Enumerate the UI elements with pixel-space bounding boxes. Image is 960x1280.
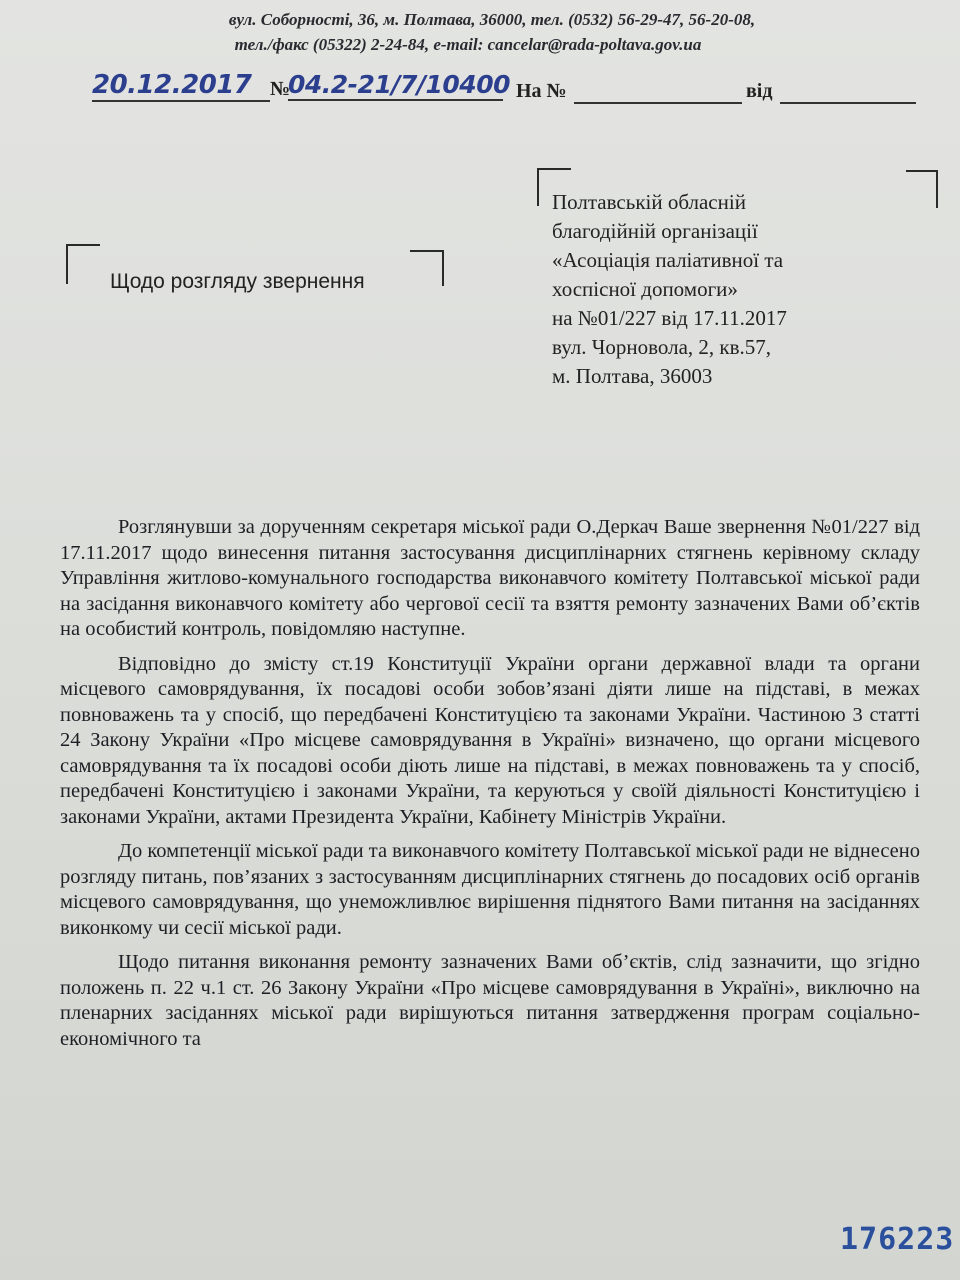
addressee-line: «Асоціація паліативної та (552, 248, 784, 272)
registration-stamp-number: 176223 (840, 1222, 955, 1257)
outgoing-number: 04.2-21/7/10400 (288, 70, 510, 99)
letterhead-address: вул. Соборності, 36, м. Полтава, 36000, тел. (0532) 56-29-47, 56-20-08, (228, 10, 756, 29)
number-label: № (270, 78, 291, 100)
reply-to-label: На № (516, 80, 567, 102)
addressee-block (552, 188, 932, 391)
outgoing-date: 20.12.2017 (92, 70, 270, 102)
subject-bracket-right (410, 250, 444, 286)
addressee-line: Полтавській обласній (552, 190, 746, 214)
subject-bracket-left (66, 244, 100, 284)
addressee-line: на №01/227 від 17.11.2017 (552, 306, 787, 330)
reply-number-blank (574, 102, 742, 104)
addressee-line: вул. Чорновола, 2, кв.57, (552, 335, 772, 359)
addressee-line: м. Полтава, 36003 (552, 364, 713, 388)
body-paragraph: До компетенції міської ради та виконавчого комітету Полтавської міської ради не віднесено розгляду питань, пов’язаних з застосуванням дисциплінарних стягнень до посадових осіб органів місцевого самоврядування, що унеможливлює вирішення піднятого Вами питання на засіданнях виконкому чи сесії міської ради. (60, 840, 920, 939)
letterhead-contacts: тел./факс (05322) 2-24-84, e-mail: cancelar@rada-poltava.gov.ua (234, 35, 702, 54)
body-paragraph: Щодо питання виконання ремонту зазначених Вами об’єктів, слід зазначити, що згідно положень п. 22 ч.1 ст. 26 Закону України «Про місцеве самоврядування в Україні», виключно на пленарних засіданнях міської ради вирішуються питання затвердження програм соціально-економічного та (60, 951, 920, 1050)
registration-line (92, 70, 922, 108)
reply-date-blank (780, 102, 916, 104)
subject-line: Щодо розгляду звернення (110, 270, 365, 293)
from-label: від (746, 80, 773, 102)
letter-body (60, 515, 920, 1061)
addressee-line: хоспісної допомоги» (552, 277, 738, 301)
body-paragraph: Відповідно до змісту ст.19 Конституції України органи державної влади та органи місцевого самоврядування, їх посадові особи зобов’язані діяти лише на підставі, в межах повноважень та у спосіб, що передбачені Конституцією та законами України. Частиною 3 статті 24 Закону України «Про місцеве самоврядування в Україні» визначено, що органи місцевого самоврядування та їх посадові особи діють лише на підставі, в межах повноважень та у спосіб, передбачені Конституцією і законами України, та керуються у своїй діяльності Конституцією і законами України, актами Президента України, Кабінету Міністрів України. (60, 652, 920, 828)
body-paragraph: Розглянувши за дорученням секретаря міської ради О.Деркач Ваше звернення №01/227 від 17.11.2017 щодо винесення питання застосування дисциплінарних стягнень керівному складу Управління житлово-комунального господарства виконавчого комітету Полтавської міської ради на засідання виконавчого комітету або чергової сесії та взяття ремонту зазначених Вами об’єктів на особистий контроль, повідомляю наступне. (60, 516, 920, 640)
addressee-line: благодійній організації (552, 219, 758, 243)
